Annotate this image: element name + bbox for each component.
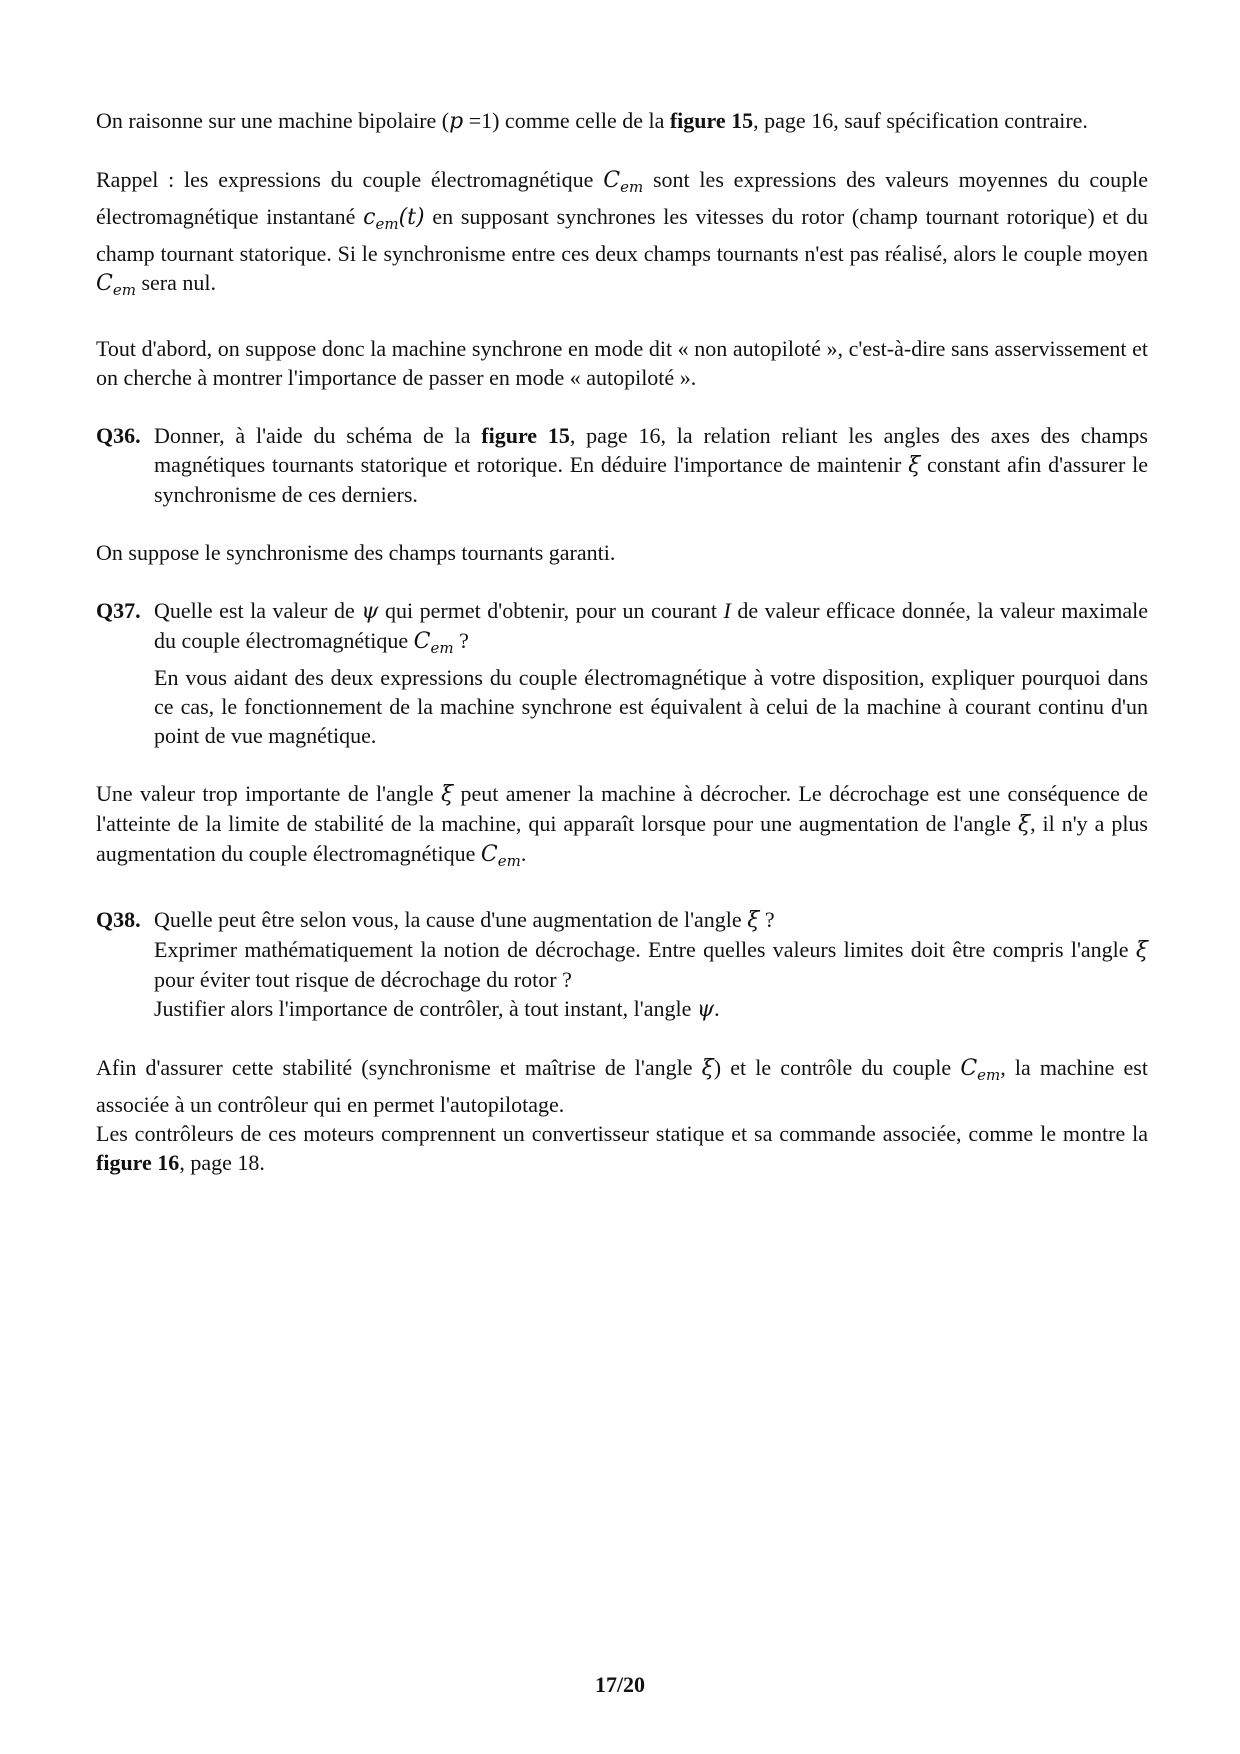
question-38	[96, 905, 1148, 1024]
figure-15-ref: figure 15	[669, 108, 754, 133]
rappel-paragraph: Rappel : les expressions du couple électromagnétique $C_{em}$ sont les expressions des valeurs moyennes du couple électromagnétique instantané $c_{em}(t)$ en supposant synchrones les vitesses du rotor (champ tournant rotorique) et du champ tournant statorique. Si le synchronisme entre ces deux champs tournants n'est pas réalisé, alors le couple moyen $C_{em}$ sera nul.	[96, 167, 1149, 299]
question-number: Q36.	[96, 423, 141, 448]
decrochage-paragraph: Une valeur trop importante de l'angle ξ peut amener la machine à décrocher. Le décrochage est une conséquence de l'atteinte de la limite de stabilité de la machine, qui apparaît lorsque pour une augmentation de l'angle ξ, il n'y a plus augmentation du couple électromagnétique $C_{em}$.	[96, 781, 1148, 870]
question-number: Q38.	[96, 907, 141, 932]
question-text: Quelle peut être selon vous, la cause d'une augmentation de l'angle ξ ?	[154, 907, 775, 933]
non-autopilot-paragraph: Tout d'abord, on suppose donc la machine synchrone en mode dit « non autopiloté », c'est-à-dire sans asservissement et on cherche à montrer l'importance de passer en mode « autopiloté ».	[96, 336, 1148, 390]
synchronism-paragraph: On suppose le synchronisme des champs tournants garanti.	[96, 540, 616, 565]
stability-paragraph: Afin d'assurer cette stabilité (synchronisme et maîtrise de l'angle ξ) et le contrôle du couple $C_{em}$, la machine est associée à un contrôleur qui en permet l'autopilotage.	[96, 1055, 1148, 1117]
figure-16-ref: figure 16	[96, 1150, 180, 1175]
page-content	[96, 106, 1148, 1177]
question-36	[96, 421, 1148, 509]
question-37	[96, 596, 1148, 750]
question-text-final: Justifier alors l'importance de contrôler, à tout instant, l'angle ψ.	[154, 996, 720, 1022]
question-text-continued: Exprimer mathématiquement la notion de décrochage. Entre quelles valeurs limites doit être compris l'angle ξ pour éviter tout risque de décrochage du rotor ?	[154, 937, 1148, 992]
page-number: 17/20	[594, 1672, 646, 1697]
question-text-continued: En vous aidant des deux expressions du couple électromagnétique à votre disposition, expliquer pourquoi dans ce cas, le fonctionnement de la machine synchrone est équivalent à celui de la machine à courant continu d'un point de vue magnétique.	[154, 665, 1148, 748]
question-number: Q37.	[96, 598, 141, 623]
question-text: Donner, à l'aide du schéma de la figure 15, page 16, la relation reliant les angles des axes des champs magnétiques tournants statorique et rotorique. En déduire l'importance de maintenir ξ constant afin d'assurer le synchronisme de ces derniers.	[154, 423, 1148, 507]
intro-paragraph: On raisonne sur une machine bipolaire (p =1) comme celle de la figure 15, page 16, sauf spécification contraire.	[96, 108, 1088, 134]
question-text: Quelle est la valeur de ψ qui permet d'obtenir, pour un courant I de valeur efficace donnée, la valeur maximale du couple électromagnétique $C_{em}$ ?	[154, 598, 1148, 657]
controller-paragraph: Les contrôleurs de ces moteurs comprennent un convertisseur statique et sa commande associée, comme le montre la figure 16, page 18.	[96, 1121, 1148, 1175]
